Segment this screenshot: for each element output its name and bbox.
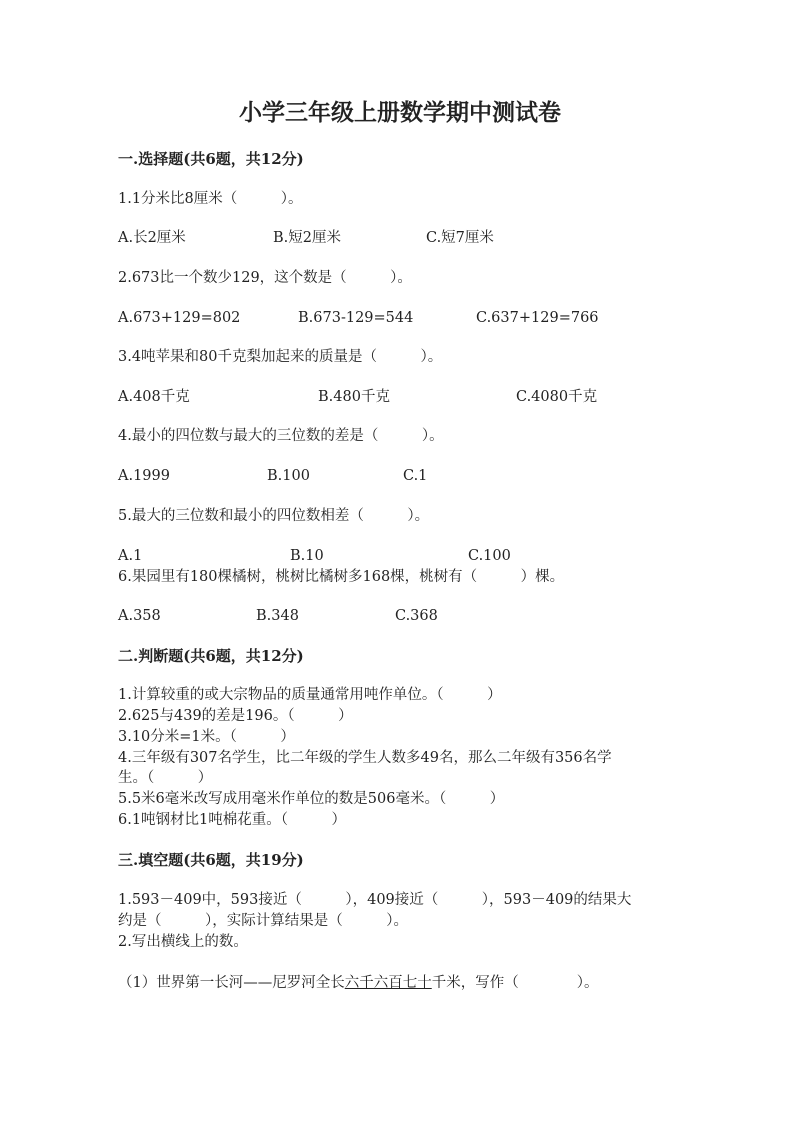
section-heading-fill: 三.填空题(共6题，共19分) — [118, 851, 304, 869]
fill-sub-question-1 — [118, 973, 598, 993]
option-b: B.100 — [267, 468, 310, 484]
judge-line-1: 1.计算较重的或大宗物品的质量通常用吨作单位。（ ） — [118, 687, 502, 703]
option-b: B.短2厘米 — [273, 230, 341, 246]
judge-line-3: 3.10分米=1米。（ ） — [118, 729, 295, 745]
judge-line-6: 6.1吨钢材比1吨棉花重。（ ） — [118, 812, 347, 828]
option-a: A.358 — [118, 608, 161, 624]
question-1: 1.1分米比8厘米（ ）。 — [118, 191, 303, 207]
question-2: 2.673比一个数少129，这个数是（ ）。 — [118, 270, 412, 286]
page-title: 小学三年级上册数学期中测试卷 — [239, 99, 561, 126]
option-a: A.1999 — [118, 468, 170, 484]
sub-question-suffix: 千米，写作（ ）。 — [431, 975, 599, 991]
option-a: A.1 — [118, 548, 143, 564]
judge-line-5: 5.5米6毫米改写成用毫米作单位的数是506毫米。（ ） — [118, 791, 505, 807]
option-c: C.4080千克 — [516, 389, 598, 405]
fill-line-1: 1.593－409中，593接近（ ），409接近（ ），593－409的结果大 — [118, 892, 632, 908]
fill-line-1-cont: 约是（ ），实际计算结果是（ ）。 — [118, 913, 408, 929]
option-c: C.短7厘米 — [426, 230, 494, 246]
judge-line-4: 4.三年级有307名学生，比二年级的学生人数多49名，那么二年级有356名学 — [118, 750, 612, 766]
question-5: 5.最大的三位数和最小的四位数相差（ ）。 — [118, 508, 430, 524]
option-b: B.480千克 — [318, 389, 390, 405]
judge-line-4-cont: 生。（ ） — [118, 770, 213, 786]
sub-question-prefix: （1）世界第一长河——尼罗河全长 — [118, 975, 345, 991]
question-3: 3.4吨苹果和80千克梨加起来的质量是（ ）。 — [118, 349, 443, 365]
option-a: A.673+129=802 — [118, 310, 241, 326]
judge-line-2: 2.625与439的差是196。（ ） — [118, 708, 353, 724]
underlined-number-words: 六千六百七十 — [344, 975, 432, 991]
option-c: C.100 — [468, 548, 511, 564]
question-6: 6.果园里有180棵橘树，桃树比橘树多168棵，桃树有（ ）棵。 — [118, 569, 565, 585]
option-c: C.368 — [395, 608, 438, 624]
section-heading-judge: 二.判断题(共6题，共12分) — [118, 647, 304, 665]
option-b: B.673-129=544 — [298, 310, 414, 326]
option-c: C.637+129=766 — [476, 310, 599, 326]
option-c: C.1 — [403, 468, 428, 484]
option-b: B.348 — [256, 608, 299, 624]
option-a: A.长2厘米 — [118, 230, 186, 246]
fill-line-2: 2.写出横线上的数。 — [118, 934, 248, 950]
question-4: 4.最小的四位数与最大的三位数的差是（ ）。 — [118, 428, 444, 444]
option-b: B.10 — [290, 548, 324, 564]
option-a: A.408千克 — [118, 389, 190, 405]
section-heading-choice: 一.选择题(共6题，共12分) — [118, 150, 304, 168]
